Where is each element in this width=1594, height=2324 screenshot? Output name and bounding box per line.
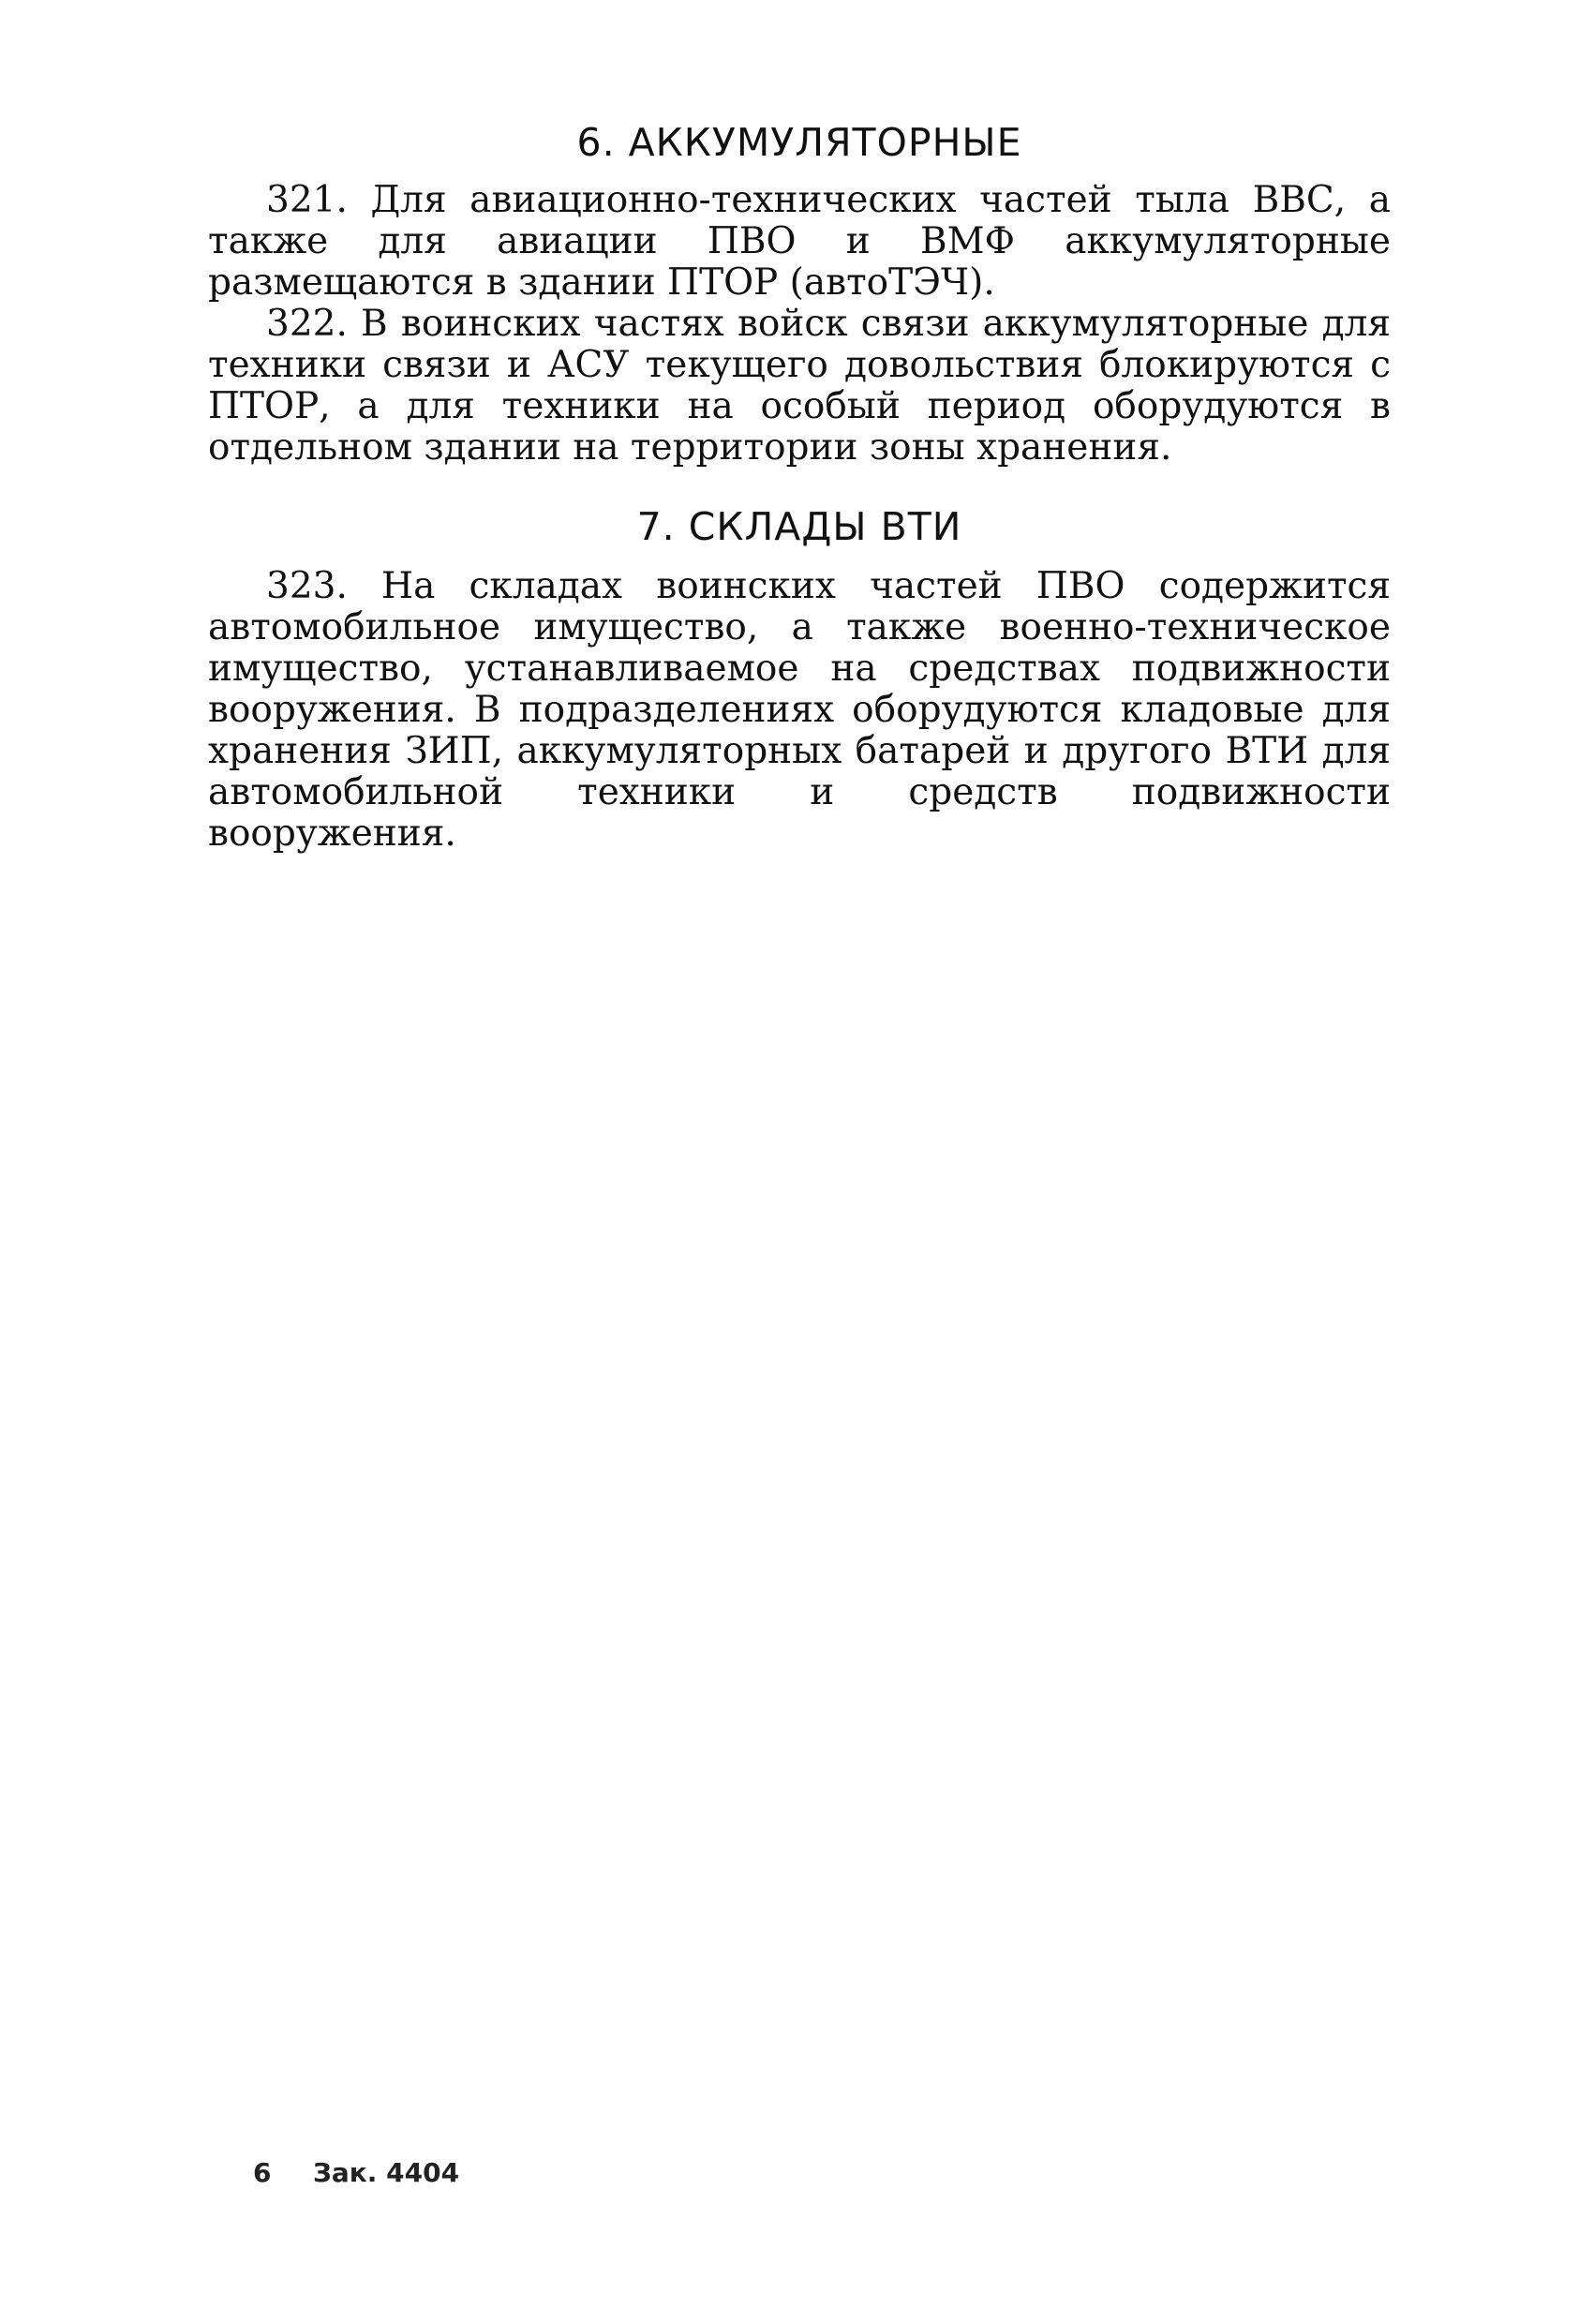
paragraph-323: 323. На складах воинских частей ПВО содержится автомобильное имущество, а также военно-техническое имущество, устанавливаемое на средствах подвижности вооружения. В подразделениях оборудуются кладовые для хранения ЗИП, аккумуляторных батарей и другого ВТИ для автомобильной техники и средств подвижности вооружения.: [208, 565, 1391, 855]
paragraph-321: 321. Для авиационно-технических частей тыла ВВС, а также для авиации ПВО и ВМФ аккумуляторные размещаются в здании ПТОР (автоТЭЧ).: [208, 179, 1391, 304]
page-body: [208, 120, 1391, 855]
section-heading-vti-warehouses: 7. СКЛАДЫ ВТИ: [636, 504, 962, 549]
page-footer: [253, 2157, 459, 2188]
signature-number: 6: [253, 2157, 272, 2188]
section-heading-accumulators: 6. АККУМУЛЯТОРНЫЕ: [576, 120, 1022, 165]
paragraph-322: 322. В воинских частях войск связи аккумуляторные для техники связи и АСУ текущего довольствия блокируются с ПТОР, а для техники на особый период оборудуются в отдельном здании на территории зоны хранения.: [208, 303, 1391, 469]
order-number: Зак. 4404: [313, 2157, 460, 2188]
